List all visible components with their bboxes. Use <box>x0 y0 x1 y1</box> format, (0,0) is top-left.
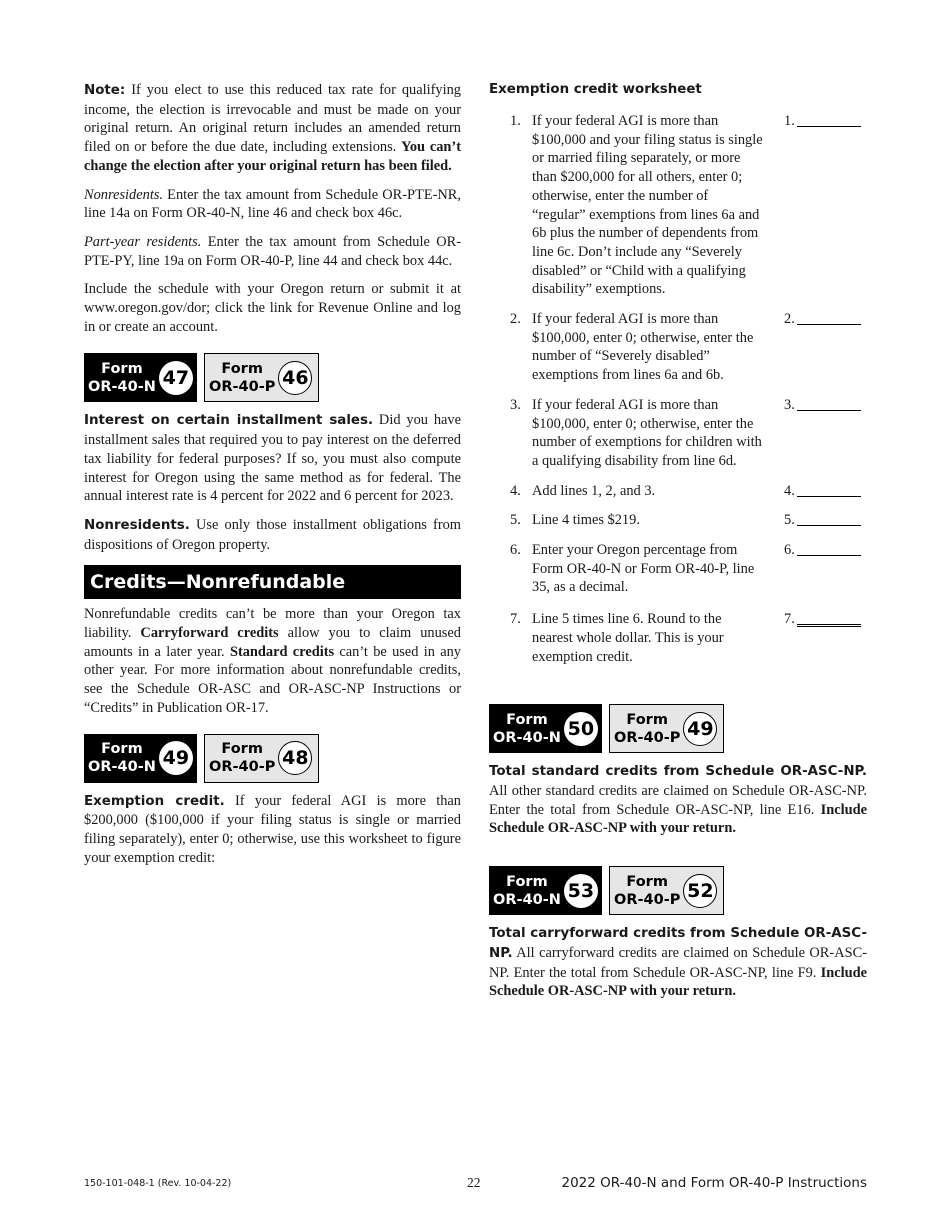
interest-paragraph: Interest on certain installment sales. Did you have installment sales that required you to pay interest on the deferred tax liability for federal purposes? If so, you must also compute interest for Oregon using the same method as for federal. The annual interest rate is 4 percent for 2022 and 6 percent for 2023. <box>84 412 461 505</box>
left-column <box>84 81 461 877</box>
form-badge-or40n: Form OR-40-N 50 <box>489 704 602 753</box>
form-badge-or40n: Form OR-40-N 53 <box>489 866 602 915</box>
worksheet-line-7: 7. Line 5 times line 6. Round to the nearest whole dollar. This is your exemption credit. 7. <box>489 610 867 666</box>
answer-field-line-6[interactable] <box>797 541 861 556</box>
standard-credits-paragraph: Total standard credits from Schedule OR-ASC-NP. All other standard credits are claimed on Schedule OR-ASC-NP. Enter the total from Schedule OR-ASC-NP, line E16. Include Schedule OR-ASC-NP with your return. <box>489 764 867 837</box>
worksheet-line-1: 1. If your federal AGI is more than $100,000 and your filing status is single or married filing separately, or more than $200,000 for all others, enter 0; otherwise, enter the number of “regular” exemptions from lines 6a and 6b plus the number of dependents from line 6c. Don’t include any “Severely disabled” or “Child with a qualifying disability” exemptions. 1. <box>489 112 867 299</box>
form-badge-or40p: Form OR-40-P 52 <box>609 866 724 915</box>
form-badge-or40p: Form OR-40-P 49 <box>609 704 724 753</box>
answer-field-line-5[interactable] <box>797 511 861 526</box>
footer-form-code: 150-101-048-1 (Rev. 10-04-22) <box>84 1178 232 1189</box>
worksheet-line-6: 6. Enter your Oregon percentage from Form OR-40-N or Form OR-40-P, line 35, as a decimal. 6. <box>489 541 867 597</box>
line-number-badge: 49 <box>683 712 717 746</box>
form-badges-line-50 <box>489 704 867 753</box>
answer-field-line-2[interactable] <box>797 310 861 325</box>
form-badges-line-53 <box>489 866 867 915</box>
form-badge-or40p: Form OR-40-P 48 <box>204 734 319 783</box>
nonresidents-paragraph: Nonresidents. Enter the tax amount from Schedule OR-PTE-NR, line 14a on Form OR-40-N, line 46 and check box 46c. <box>84 186 461 222</box>
include-schedule-paragraph: Include the schedule with your Oregon return or submit it at www.oregon.gov/dor; click the link for Revenue Online and log in or create an account. <box>84 281 461 335</box>
nonresidents-installment-paragraph: Nonresidents. Use only those installment obligations from dispositions of Oregon property. <box>84 516 461 553</box>
line-number-badge: 52 <box>683 874 717 908</box>
line-number-badge: 53 <box>564 874 598 908</box>
form-badges-line-49 <box>84 734 461 783</box>
form-badges-line-47 <box>84 353 461 402</box>
line-number-badge: 50 <box>564 712 598 746</box>
answer-field-line-3[interactable] <box>797 396 861 411</box>
form-badge-or40p: Form OR-40-P 46 <box>204 353 319 402</box>
line-number-badge: 48 <box>278 741 312 775</box>
answer-field-line-1[interactable] <box>797 112 861 127</box>
credits-paragraph: Nonrefundable credits can’t be more than your Oregon tax liability. Carryforward credits allow you to claim unused amounts in a later year. Standard credits can’t be used in any other year. For more information about nonrefundable credits, see the Schedule OR-ASC and OR-ASC-NP Instructions or “Credits” in Publication OR-17. <box>84 606 461 716</box>
footer-page-number: 22 <box>467 1175 481 1190</box>
line-number-badge: 47 <box>159 361 193 395</box>
worksheet-line-4: 4. Add lines 1, 2, and 3. 4. <box>489 482 867 501</box>
carryforward-credits-paragraph: Total carryforward credits from Schedule OR-ASC-NP. All carryforward credits are claimed on Schedule OR-ASC-NP. Enter the total from Schedule OR-ASC-NP, line F9. Include Schedule OR-ASC-NP with your return. <box>489 926 867 1000</box>
footer-doc-title: 2022 OR-40-N and Form OR-40-P Instructions <box>561 1175 867 1191</box>
answer-field-line-7[interactable] <box>797 610 861 627</box>
worksheet <box>489 112 867 666</box>
part-year-paragraph: Part-year residents. Enter the tax amount from Schedule OR-PTE-PY, line 19a on Form OR-40-P, line 44 and check box 44c. <box>84 233 461 269</box>
answer-field-line-4[interactable] <box>797 482 861 497</box>
form-badge-or40n: Form OR-40-N 49 <box>84 734 197 783</box>
form-badge-or40n: Form OR-40-N 47 <box>84 353 197 402</box>
line-number-badge: 49 <box>159 741 193 775</box>
worksheet-line-5: 5. Line 4 times $219. 5. <box>489 511 867 530</box>
worksheet-line-3: 3. If your federal AGI is more than $100,000, enter 0; otherwise, enter the number of exemptions for children with a qualifying disability from line 6d. 3. <box>489 396 867 471</box>
right-column <box>489 81 867 1011</box>
note-paragraph: Note: If you elect to use this reduced tax rate for qualifying income, the election is irrevocable and must be made on your original return. An original return includes an amended return filed on or before the due date, including extensions. You can’t change the election after your original return has been filed. <box>84 82 461 174</box>
exemption-credit-paragraph: Exemption credit. If your federal AGI is more than $200,000 ($100,000 if your filing status is single or married filing separately), enter 0; otherwise, use this worksheet to figure your exemption credit: <box>84 792 462 866</box>
worksheet-title: Exemption credit worksheet <box>489 82 702 97</box>
worksheet-line-2: 2. If your federal AGI is more than $100,000, enter 0; otherwise, enter the number of “Severely disabled” exemptions from lines 6a and 6b. 2. <box>489 310 867 385</box>
line-number-badge: 46 <box>278 361 312 395</box>
section-heading-credits: Credits—Nonrefundable <box>84 565 461 599</box>
